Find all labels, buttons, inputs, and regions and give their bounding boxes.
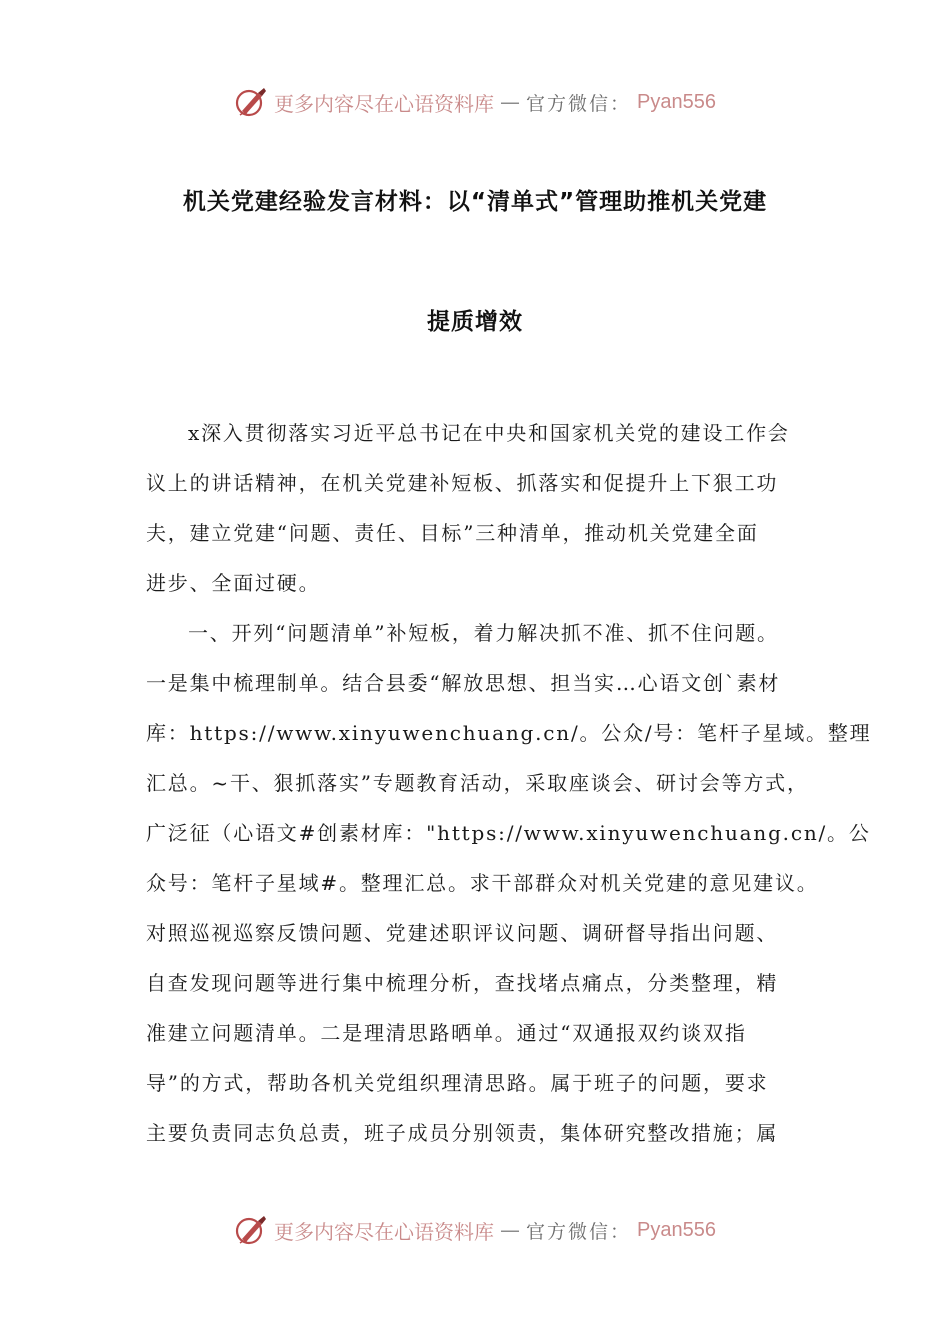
body-line: x深入贯彻落实习近平总书记在中央和国家机关党的建设工作会 [188, 421, 790, 445]
body-line: 众号：笔杆子星域#。整理汇总。求干部群众对机关党建的意见建议。 [146, 871, 819, 895]
body-line: 主要负责同志负总责，班子成员分别领责，集体研究整改措施；属 [146, 1121, 779, 1145]
body-line: 准建立问题清单。二是理清思路晒单。通过“双通报双约谈双指 [146, 1021, 747, 1045]
footer-watermark-banner [0, 1210, 950, 1250]
body-line: 广泛征（心语文#创素材库："https://www.xinyuwenchuang.cn/。公 [146, 821, 871, 845]
body-line: 一是集中梳理制单。结合县委“解放思想、担当实…心语文创`素材 [146, 671, 781, 695]
pen-circle-icon [234, 1213, 268, 1247]
banner-wechat-id: Pyan556 [637, 90, 716, 113]
body-line: 导”的方式，帮助各机关党组织理清思路。属于班子的问题，要求 [146, 1071, 769, 1095]
document-body [146, 412, 872, 1162]
banner-text: 更多内容尽在心语资料库 [274, 1219, 494, 1244]
body-line: 库：https://www.xinyuwenchuang.cn/。公众/号：笔杆子星域。整理 [146, 721, 872, 745]
document-title-line1: 机关党建经验发言材料：以“清单式”管理助推机关党建 [182, 189, 768, 215]
banner-wechat-id: Pyan556 [637, 1218, 716, 1241]
body-line: 汇总。~干、狠抓落实”专题教育活动，采取座谈会、研讨会等方式， [146, 771, 809, 795]
banner-text: 更多内容尽在心语资料库 [274, 91, 494, 116]
banner-separator: — [500, 1218, 520, 1242]
banner-label: 官方微信： [526, 1220, 632, 1243]
body-line: 一、开列“问题清单”补短板，着力解决抓不准、抓不住问题。 [188, 621, 779, 645]
body-line: 夫，建立党建“问题、责任、目标”三种清单，推动机关党建全面 [146, 521, 759, 545]
document-title-line2: 提质增效 [427, 309, 523, 335]
pen-circle-icon [234, 85, 268, 119]
body-line: 对照巡视巡察反馈问题、党建述职评议问题、调研督导指出问题、 [146, 921, 779, 945]
body-line: 议上的讲话精神，在机关党建补短板、抓落实和促提升上下狠工功 [146, 471, 779, 495]
banner-label: 官方微信： [526, 92, 632, 115]
banner-separator: — [500, 90, 520, 114]
header-watermark-banner [0, 82, 950, 122]
body-line: 进步、全面过硬。 [146, 571, 321, 595]
body-line: 自查发现问题等进行集中梳理分析，查找堵点痛点，分类整理，精 [146, 971, 779, 995]
